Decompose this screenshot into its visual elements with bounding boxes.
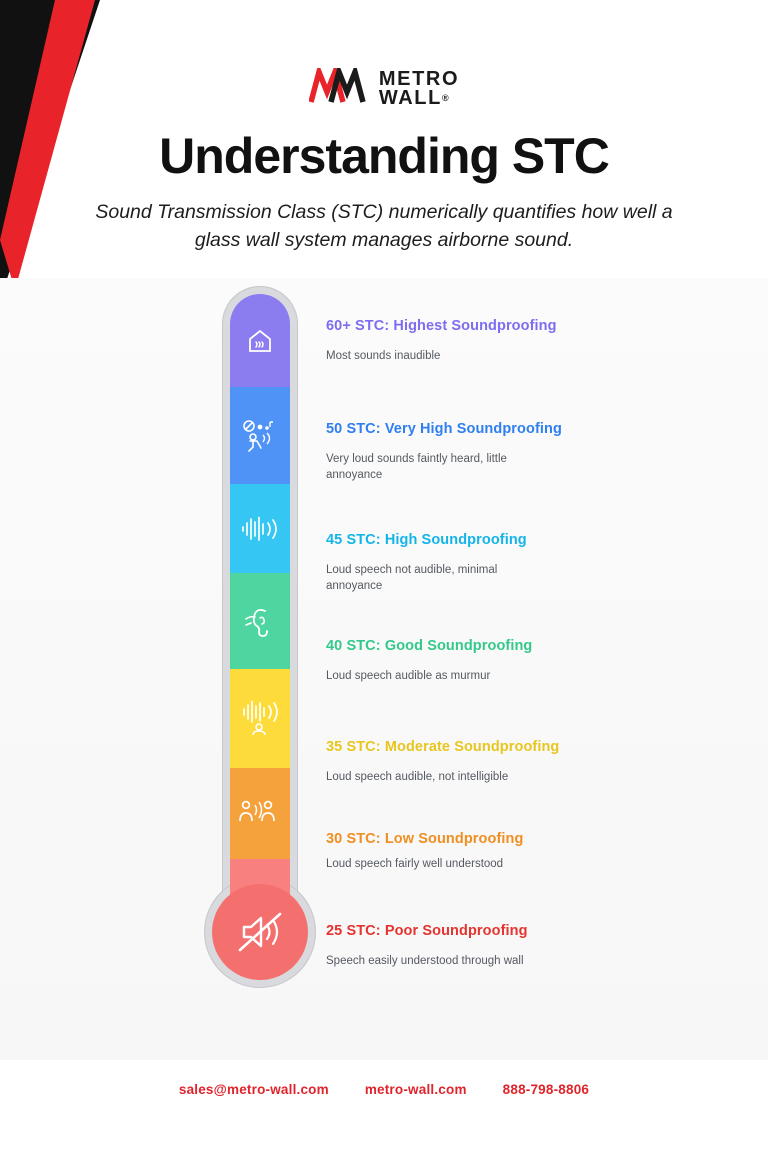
brand-registered-mark: ® [441, 92, 449, 103]
footer-website-link[interactable]: metro-wall.com [364, 1082, 467, 1097]
level-heading: 60+ STC: Highest Soundproofing [326, 318, 557, 334]
brand-name-line1: METRO [378, 67, 460, 90]
label-row-45 [326, 532, 696, 594]
level-description: Loud speech audible as murmur [326, 670, 491, 682]
page-header [0, 0, 768, 278]
page-title: Understanding STC [159, 128, 609, 184]
segment-40 [230, 573, 290, 668]
metro-wall-mw-logo-icon [309, 68, 367, 109]
segment-50 [230, 387, 290, 484]
level-heading: 25 STC: Poor Soundproofing [326, 923, 528, 939]
brand-logo [0, 68, 768, 109]
footer-email-link[interactable]: sales@metro-wall.com [178, 1082, 329, 1097]
brand-name-line2: WALL [378, 86, 442, 109]
label-row-60-plus [326, 318, 696, 364]
segment-60-plus [230, 294, 290, 387]
level-heading: 45 STC: High Soundproofing [326, 532, 527, 548]
level-heading: 30 STC: Low Soundproofing [326, 831, 524, 847]
segment-45 [230, 484, 290, 573]
no-loud-music-person-icon [241, 419, 279, 453]
label-row-35 [326, 739, 696, 785]
sound-wave-icon [239, 516, 281, 542]
stc-thermometer [204, 286, 316, 1026]
level-heading: 50 STC: Very High Soundproofing [326, 421, 562, 437]
person-waveform-icon [240, 700, 280, 736]
thermometer-bulb-fill [212, 884, 308, 980]
level-heading: 35 STC: Moderate Soundproofing [326, 739, 560, 755]
level-labels [326, 278, 726, 1018]
level-heading: 40 STC: Good Soundproofing [326, 638, 533, 654]
label-row-40 [326, 638, 696, 684]
label-row-25 [326, 923, 696, 969]
level-description: Loud speech not audible, minimal annoyance [326, 564, 498, 592]
ear-listening-icon [243, 605, 277, 637]
segment-35 [230, 669, 290, 768]
label-row-30 [326, 831, 696, 872]
level-description: Speech easily understood through wall [326, 955, 524, 967]
house-quiet-icon [245, 326, 275, 356]
level-description: Most sounds inaudible [326, 350, 441, 362]
level-description: Loud speech audible, not intelligible [326, 771, 509, 783]
level-description: Very loud sounds faintly heard, little annoyance [326, 453, 507, 481]
two-people-talking-icon [238, 799, 282, 827]
label-row-50 [326, 421, 696, 483]
segment-30 [230, 768, 290, 859]
brand-wordmark [378, 67, 460, 109]
speaker-muted-icon [234, 909, 286, 955]
page-subtitle: Sound Transmission Class (STC) numerically quantifies how well a glass wall system manages airborne sound. [95, 201, 673, 251]
thermometer-segments [230, 294, 290, 922]
footer-phone[interactable]: 888-798-8806 [502, 1082, 590, 1097]
page-footer [0, 1060, 768, 1152]
level-description: Loud speech fairly well understood [326, 858, 504, 870]
